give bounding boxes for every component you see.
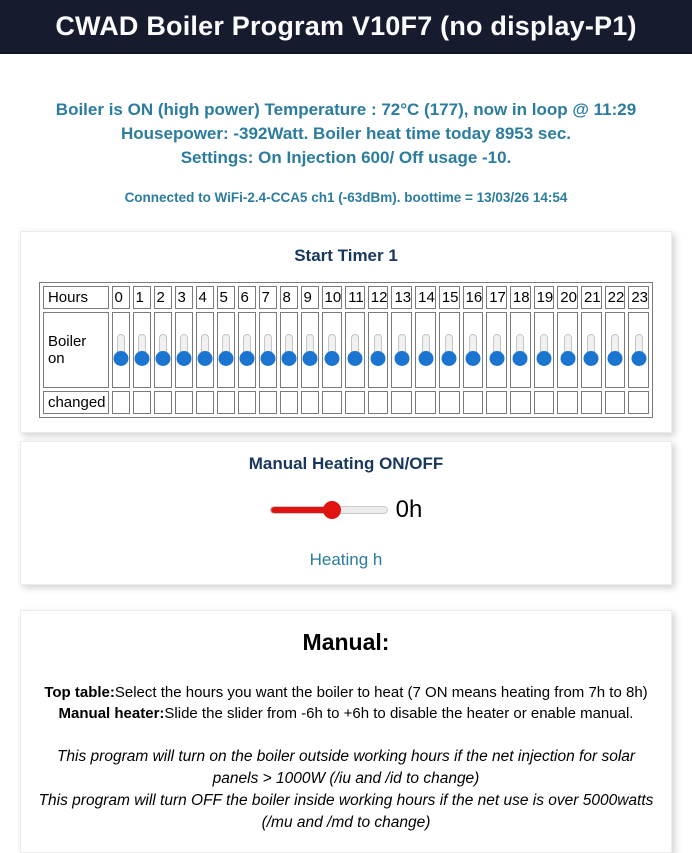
- hours-row-label: Hours: [43, 286, 109, 309]
- changed-indicator-cell: [581, 391, 602, 414]
- slider-thumb[interactable]: [323, 501, 341, 519]
- hour-header-cell: 7: [259, 286, 277, 309]
- hour-header-cell: 11: [345, 286, 365, 309]
- hour-header-cell: 1: [133, 286, 151, 309]
- hour-header-cell: 14: [415, 286, 436, 309]
- hour-header-cell: 5: [217, 286, 235, 309]
- boiler-hour-slider[interactable]: [260, 334, 276, 366]
- hour-header-cell: 12: [368, 286, 389, 309]
- boiler-hour-slider[interactable]: [239, 334, 255, 366]
- boiler-hour-cell: [368, 312, 389, 388]
- hour-header-cell: 4: [196, 286, 214, 309]
- boiler-hour-cell: [259, 312, 277, 388]
- manual-heating-value: 0h: [395, 496, 423, 523]
- hour-header-cell: 22: [605, 286, 626, 309]
- boiler-hour-slider[interactable]: [560, 334, 576, 366]
- start-timer-card: [20, 231, 672, 433]
- vslider-thumb[interactable]: [631, 351, 646, 366]
- boiler-hour-cell: [154, 312, 172, 388]
- boiler-hour-cell: [605, 312, 626, 388]
- boiler-hour-slider[interactable]: [607, 334, 623, 366]
- vslider-thumb[interactable]: [442, 351, 457, 366]
- vslider-thumb[interactable]: [513, 351, 528, 366]
- boiler-hour-slider[interactable]: [418, 334, 434, 366]
- timer-table: [39, 282, 653, 418]
- changed-indicator-cell: [486, 391, 507, 414]
- boiler-hour-cell: [133, 312, 151, 388]
- hour-header-cell: 20: [557, 286, 578, 309]
- boiler-hour-cell: [345, 312, 365, 388]
- vslider-thumb[interactable]: [371, 351, 386, 366]
- page-title: CWAD Boiler Program V10F7 (no display-P1): [55, 10, 637, 41]
- boiler-hour-slider[interactable]: [489, 334, 505, 366]
- vslider-thumb[interactable]: [113, 351, 128, 366]
- changed-indicator-cell: [133, 391, 151, 414]
- changed-indicator-cell: [301, 391, 319, 414]
- boiler-hour-cell: [175, 312, 193, 388]
- boiler-hour-cell: [463, 312, 484, 388]
- instruction-text: Slide the slider from -6h to +6h to disable the heater or enable manual.: [164, 705, 634, 722]
- changed-indicator-cell: [557, 391, 578, 414]
- vslider-thumb[interactable]: [536, 351, 551, 366]
- instruction-text: Select the hours you want the boiler to heat (7 ON means heating from 7h to 8h): [114, 684, 648, 701]
- vslider-thumb[interactable]: [324, 351, 339, 366]
- instruction-manual-heater: [35, 703, 657, 724]
- changed-indicator-cell: [368, 391, 389, 414]
- app-header: [0, 0, 692, 54]
- vslider-thumb[interactable]: [394, 351, 409, 366]
- boiler-hour-cell: [280, 312, 298, 388]
- vslider-thumb[interactable]: [302, 351, 317, 366]
- status-line-housepower: Housepower: -392Watt. Boiler heat time today 8953 sec.: [120, 124, 571, 143]
- vslider-thumb[interactable]: [197, 351, 212, 366]
- hour-header-cell: 17: [486, 286, 507, 309]
- boiler-hour-cell: [301, 312, 319, 388]
- manual-heating-title: Manual Heating ON/OFF: [248, 454, 444, 473]
- manual-help-title: Manual:: [302, 629, 390, 655]
- vslider-thumb[interactable]: [239, 351, 254, 366]
- note-overuse: This program will turn OFF the boiler inside working hours if the net use is over 5000watts (/mu and /md to change): [38, 792, 654, 831]
- boiler-hour-cell: [557, 312, 578, 388]
- boiler-hour-cell: [196, 312, 214, 388]
- hour-header-cell: 16: [463, 286, 484, 309]
- boiler-hour-cell: [391, 312, 412, 388]
- vslider-thumb[interactable]: [260, 351, 275, 366]
- changed-indicator-cell: [112, 391, 130, 414]
- boiler-hour-slider[interactable]: [155, 334, 171, 366]
- boiler-hour-slider[interactable]: [583, 334, 599, 366]
- changed-indicator-cell: [175, 391, 193, 414]
- boiler-hour-cell: [486, 312, 507, 388]
- changed-indicator-cell: [391, 391, 412, 414]
- vslider-thumb[interactable]: [134, 351, 149, 366]
- manual-help-card: [20, 610, 672, 853]
- changed-indicator-cell: [259, 391, 277, 414]
- boiler-hour-slider[interactable]: [197, 334, 213, 366]
- hour-header-cell: 23: [628, 286, 649, 309]
- vslider-thumb[interactable]: [560, 351, 575, 366]
- hour-header-cell: 15: [439, 286, 460, 309]
- manual-heating-slider[interactable]: [270, 501, 388, 519]
- boiler-status: [0, 98, 692, 170]
- boiler-hour-slider[interactable]: [176, 334, 192, 366]
- boiler-hour-cell: [238, 312, 256, 388]
- boiler-hour-cell: [510, 312, 531, 388]
- boiler-hour-slider[interactable]: [512, 334, 528, 366]
- changed-indicator-cell: [154, 391, 172, 414]
- hour-header-cell: 10: [322, 286, 343, 309]
- boiler-hour-cell: [628, 312, 649, 388]
- changed-indicator-cell: [439, 391, 460, 414]
- hour-header-cell: 21: [581, 286, 602, 309]
- instruction-lead: Top table:: [44, 684, 115, 701]
- changed-indicator-cell: [280, 391, 298, 414]
- hour-header-cell: 3: [175, 286, 193, 309]
- boiler-hour-slider[interactable]: [281, 334, 297, 366]
- boiler-hour-cell: [217, 312, 235, 388]
- manual-heating-card: [20, 441, 672, 585]
- vslider-thumb[interactable]: [584, 351, 599, 366]
- changed-indicator-cell: [217, 391, 235, 414]
- program-notes: [35, 746, 657, 834]
- boiler-hour-slider[interactable]: [302, 334, 318, 366]
- changed-indicator-cell: [605, 391, 626, 414]
- boiler-hour-slider[interactable]: [394, 334, 410, 366]
- changed-indicator-cell: [415, 391, 436, 414]
- changed-indicator-cell: [510, 391, 531, 414]
- boiler-hour-slider[interactable]: [324, 334, 340, 366]
- hour-header-cell: 6: [238, 286, 256, 309]
- boiler-hour-slider[interactable]: [370, 334, 386, 366]
- vslider-thumb[interactable]: [347, 351, 362, 366]
- note-injection: This program will turn on the boiler outside working hours if the net injection for solar panels > 1000W (/iu and /id to change): [56, 748, 636, 787]
- vslider-thumb[interactable]: [418, 351, 433, 366]
- boiler-hour-slider[interactable]: [631, 334, 647, 366]
- boiler-hour-slider[interactable]: [465, 334, 481, 366]
- hour-header-cell: 0: [112, 286, 130, 309]
- hour-header-cell: 8: [280, 286, 298, 309]
- boiler-hour-slider[interactable]: [218, 334, 234, 366]
- changed-indicator-cell: [628, 391, 649, 414]
- boiler-hour-slider[interactable]: [536, 334, 552, 366]
- boiler-hour-slider[interactable]: [347, 334, 363, 366]
- changed-indicator-cell: [322, 391, 343, 414]
- changed-indicator-cell: [196, 391, 214, 414]
- boiler-hour-slider[interactable]: [113, 334, 129, 366]
- hour-header-cell: 2: [154, 286, 172, 309]
- vslider-thumb[interactable]: [281, 351, 296, 366]
- hour-header-cell: 18: [510, 286, 531, 309]
- boiler-hour-cell: [581, 312, 602, 388]
- hour-header-cell: 13: [391, 286, 412, 309]
- manual-instructions: [35, 682, 657, 724]
- hour-header-cell: 9: [301, 286, 319, 309]
- vslider-thumb[interactable]: [489, 351, 504, 366]
- boiler-hour-slider[interactable]: [134, 334, 150, 366]
- changed-indicator-cell: [345, 391, 365, 414]
- status-line-temperature: Boiler is ON (high power) Temperature : 72°C (177), now in loop @ 11:29: [55, 100, 637, 119]
- hour-header-cell: 19: [534, 286, 555, 309]
- vslider-thumb[interactable]: [608, 351, 623, 366]
- instruction-lead: Manual heater:: [58, 705, 165, 722]
- boiler-hour-slider[interactable]: [441, 334, 457, 366]
- changed-row-label: changed: [43, 391, 109, 414]
- instruction-top-table: [35, 682, 657, 703]
- boiler-hour-cell: [439, 312, 460, 388]
- changed-indicator-cell: [463, 391, 484, 414]
- status-line-settings: Settings: On Injection 600/ Off usage -10.: [180, 148, 512, 167]
- boiler-hour-cell: [322, 312, 343, 388]
- boiler-hour-cell: [415, 312, 436, 388]
- changed-indicator-cell: [534, 391, 555, 414]
- vslider-thumb[interactable]: [155, 351, 170, 366]
- start-timer-title: Start Timer 1: [294, 246, 398, 265]
- boiler-on-row-label: Boiler on: [43, 312, 109, 388]
- vslider-thumb[interactable]: [176, 351, 191, 366]
- boiler-hour-cell: [112, 312, 130, 388]
- heating-caption: Heating h: [309, 550, 383, 569]
- manual-heating-slider-row: [21, 496, 671, 524]
- vslider-thumb[interactable]: [218, 351, 233, 366]
- vslider-thumb[interactable]: [465, 351, 480, 366]
- changed-indicator-cell: [238, 391, 256, 414]
- wifi-connection-status: Connected to WiFi-2.4-CCA5 ch1 (-63dBm). boottime = 13/03/26 14:54: [124, 190, 568, 205]
- boiler-hour-cell: [534, 312, 555, 388]
